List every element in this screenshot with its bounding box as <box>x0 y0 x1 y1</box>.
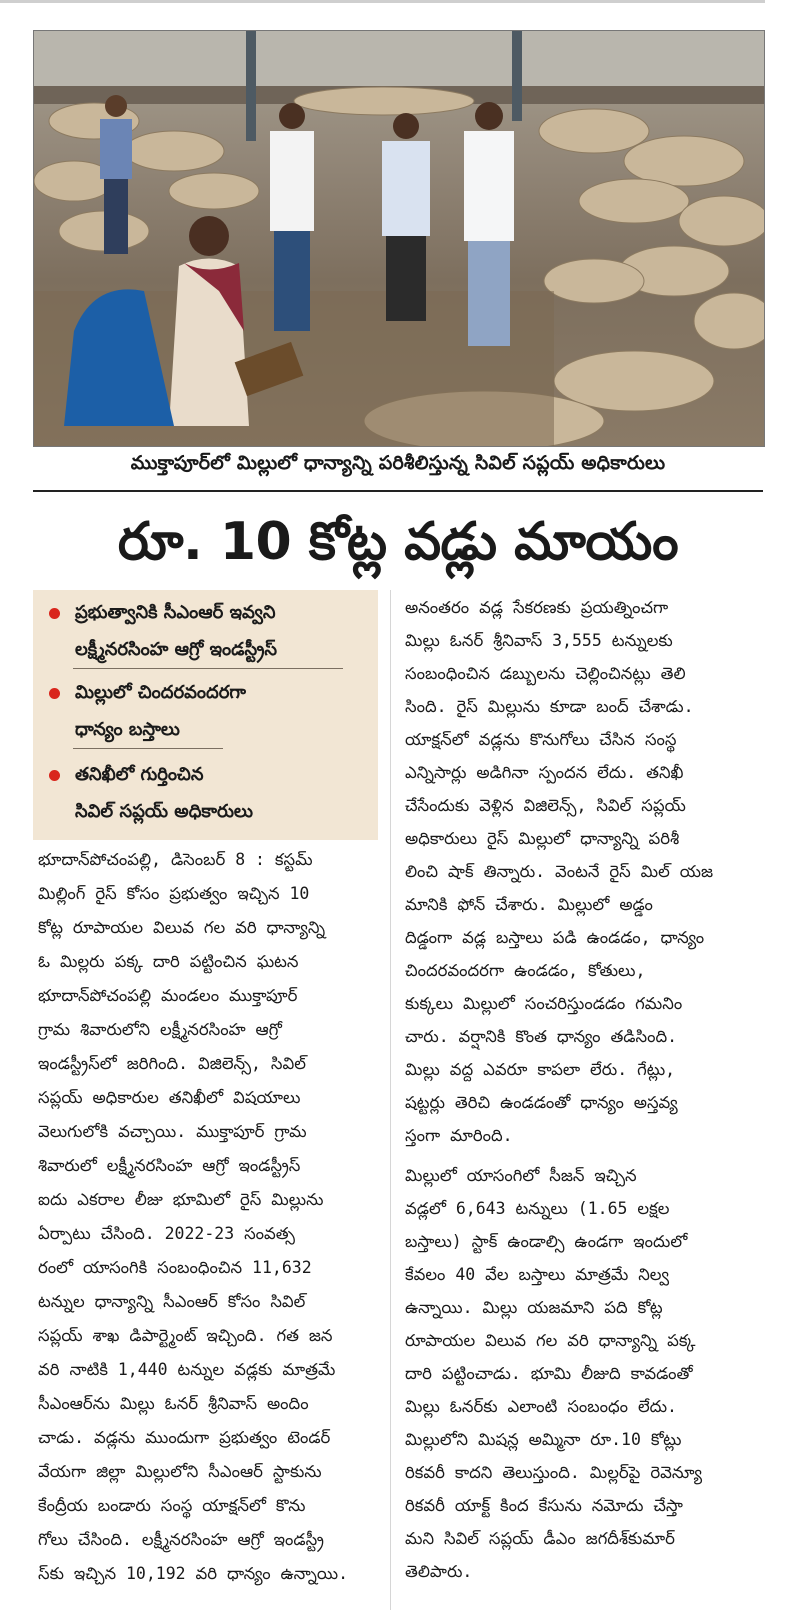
body-line: అనంతరం వడ్ల సేకరణకు ప్రయత్నించగా <box>405 598 669 617</box>
body-line: సప్లయ్ అధికారుల తనిఖీలో విషయాలు <box>38 1088 301 1107</box>
body-line: వరి నాటికి 1,440 టన్నుల వడ్లకు మాత్రమే <box>38 1360 336 1379</box>
body-line: మిల్లింగ్ రైస్ కోసం ప్రభుత్వం ఇచ్చిన 10 <box>38 884 310 903</box>
headline: రూ. 10 కోట్ల వడ్లు మాయం <box>117 512 679 572</box>
bullet-icon <box>49 608 60 619</box>
pillar <box>246 31 256 141</box>
warehouse-roof <box>34 31 764 91</box>
body-line: చేసేందుకు వెళ్లిన విజిలెన్స్, సివిల్ సప్లయ్ <box>405 796 686 815</box>
bullet-icon <box>49 770 60 781</box>
body-line: తెలిపారు. <box>405 1562 473 1581</box>
body-line: కేంద్రీయ బండారు సంస్థ యాక్షన్‌లో కొను <box>38 1496 306 1515</box>
highlight-line: లక్ష్మీనరసింహ ఆగ్రో ఇండస్ట్రీస్ <box>75 639 278 660</box>
body-line: అధికారులు రైస్ మిల్లులో ధాన్యాన్ని పరిశీ <box>405 829 680 848</box>
person-center <box>270 103 314 331</box>
photo-caption: ముక్తాపూర్‌లో మిల్లులో ధాన్యాన్ని పరిశీలిస్తున్న సివిల్ సప్లయ్ అధికారులు <box>130 452 666 474</box>
highlight-line: మిల్లులో చిందరవందరగా <box>75 682 247 703</box>
body-line: టన్నుల ధాన్యాన్ని సీఎంఆర్ కోసం సివిల్ <box>38 1292 306 1311</box>
body-line: ఐదు ఎకరాల లీజు భూమిలో రైస్ మిల్లును <box>38 1190 324 1209</box>
body-line: షట్టర్లు తెరిచి ఉండడంతో ధాన్యం అస్తవ్య <box>405 1093 678 1112</box>
body-line: లించి షాక్ తిన్నారు. వెంటనే రైస్ మిల్ యజ <box>405 862 714 881</box>
highlights-box <box>33 590 378 840</box>
body-line: చాడు. వడ్లను ముందుగా ప్రభుత్వం టెండర్ <box>38 1428 331 1447</box>
body-line: రూపాయల విలువ గల వరి ధాన్యాన్ని పక్క <box>405 1331 696 1350</box>
news-photo <box>33 30 765 447</box>
body-line: కోట్ల రూపాయల విలువ గల వరి ధాన్యాన్ని <box>38 918 326 937</box>
body-line: మానికి ఫోన్ చేశారు. మిల్లులో అడ్డం <box>405 895 653 914</box>
body-line: సంబంధించిన డబ్బులను చెల్లించినట్లు తెలి <box>405 664 686 683</box>
body-line: మిల్లు ఓనర్‌కు ఎలాంటి సంబంధం లేదు. <box>405 1397 677 1416</box>
highlight-line: ధాన్యం బస్తాలు <box>75 719 180 740</box>
body-line: భూదాన్‌పోచంపల్లి, డిసెంబర్ 8 : కస్టమ్ <box>38 850 313 869</box>
body-line: యాక్షన్‌లో వడ్లను కొనుగోలు చేసిన సంస్థ <box>405 730 677 749</box>
body-line: మిల్లు ఓనర్ శ్రీనివాస్ 3,555 టన్నులకు <box>405 631 673 650</box>
body-line: దిడ్డంగా వడ్ల బస్తాలు పడి ఉండడం, ధాన్యం <box>405 928 705 947</box>
body-line: దారి పట్టించాడు. భూమి లీజుది కావడంతో <box>405 1364 693 1383</box>
highlight-divider <box>73 748 223 749</box>
person-right-1 <box>382 113 430 321</box>
body-line: మిల్లులోని మిషన్ల అమ్మినా రూ.10 కోట్లు <box>405 1430 682 1449</box>
pillar <box>512 31 522 121</box>
body-line: వెలుగులోకి వచ్చాయి. ముక్తాపూర్ గ్రామ <box>38 1122 307 1141</box>
person-right-2 <box>464 102 514 346</box>
body-line: కుక్కలు మిల్లులో సంచరిస్తుండడం గమనిం <box>405 994 683 1013</box>
body-line: సప్లయ్ శాఖ డిపార్ట్మెంట్ ఇచ్చింది. గత జన <box>38 1326 333 1345</box>
caption-divider <box>33 490 763 492</box>
highlight-line: ప్రభుత్వానికి సీఎంఆర్ ఇవ్వని <box>75 602 276 623</box>
top-rule <box>0 0 765 3</box>
body-line: మని సివిల్ సప్లయ్ డీఎం జగదీశ్‌కుమార్ <box>405 1529 675 1548</box>
body-line: భూదాన్‌పోచంపల్లి మండలం ముక్తాపూర్ <box>38 986 298 1005</box>
body-line: గోలు చేసింది. లక్ష్మీనరసింహ ఆగ్రో ఇండస్ట్రీ <box>38 1530 324 1549</box>
body-line: సీఎంఆర్‌ను మిల్లు ఓనర్ శ్రీనివాస్ అందిం <box>38 1394 309 1413</box>
body-line: కేవలం 40 వేల బస్తాలు మాత్రమే నిల్వ <box>405 1265 670 1284</box>
body-line: వడ్లలో 6,643 టన్నులు (1.65 లక్షల <box>405 1199 670 1218</box>
highlight-line: తనిఖీలో గుర్తించిన <box>75 764 204 785</box>
body-line: సింది. రైస్ మిల్లును కూడా బంద్ చేశాడు. <box>405 697 694 716</box>
photo-illustration <box>34 31 764 446</box>
highlight-divider <box>73 668 343 669</box>
body-line: చిందరవందరగా ఉండడం, కోతులు, <box>405 961 646 980</box>
body-line: రికవరీ యాక్ట్ కింద కేసును నమోదు చేస్తా <box>405 1496 683 1515</box>
body-line: ఓ మిల్లరు పక్క దారి పట్టించిన ఘటన <box>38 952 299 971</box>
body-line: వేయగా జిల్లా మిల్లులోని సీఎంఆర్ స్టాకును <box>38 1462 322 1481</box>
body-line: స్‌కు ఇచ్చిన 10,192 వరి ధాన్యం ఉన్నాయి. <box>38 1564 349 1583</box>
body-line: చారు. వర్షానికి కొంత ధాన్యం తడిసింది. <box>405 1027 678 1046</box>
body-line: మిల్లు వద్ద ఎవరూ కాపలా లేరు. గేట్లు, <box>405 1060 676 1079</box>
body-line: గ్రామ శివారులోని లక్ష్మీనరసింహ ఆగ్రో <box>38 1020 282 1039</box>
body-line: ఎన్నిసార్లు అడిగినా స్పందన లేదు. తనిఖీ <box>405 763 684 782</box>
body-line: ఏర్పాటు చేసింది. 2022-23 సంవత్స <box>38 1224 295 1243</box>
body-line: మిల్లులో యాసంగిలో సీజన్ ఇచ్చిన <box>405 1166 637 1185</box>
body-line: శివారులో లక్ష్మీనరసింహ ఆగ్రో ఇండస్ట్రీస్ <box>38 1156 301 1175</box>
body-line: రికవరీ కాదని తెలుస్తుంది. మిల్లర్‌పై రెవెన్యూ <box>405 1463 703 1482</box>
bullet-icon <box>49 688 60 699</box>
body-line: బస్తాలు) స్టాక్ ఉండాల్సి ఉండగా ఇందులో <box>405 1232 688 1251</box>
body-line: ఇండస్ట్రీస్‌లో జరిగింది. విజిలెన్స్, సివిల్ <box>38 1054 306 1073</box>
body-line: స్తంగా మారింది. <box>405 1126 513 1145</box>
body-line: ఉన్నాయి. మిల్లు యజమాని పది కోట్ల <box>405 1298 663 1317</box>
highlight-line: సివిల్ సప్లయ్ అధికారులు <box>75 801 253 822</box>
body-line: రంలో యాసంగికి సంబంధించిన 11,632 <box>38 1258 312 1277</box>
column-divider <box>390 590 391 1610</box>
